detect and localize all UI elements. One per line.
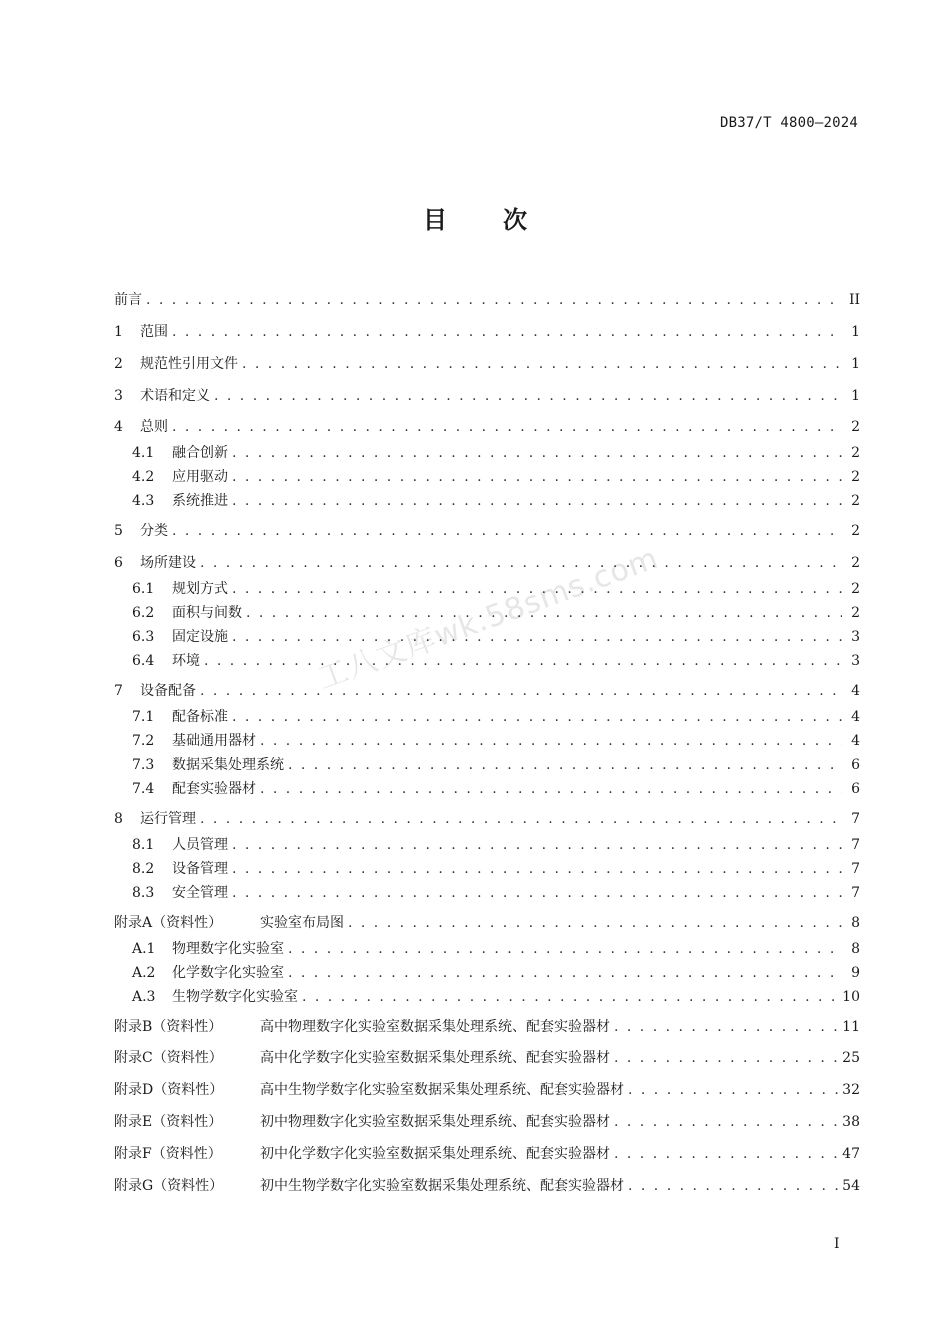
toc-leader-dots (232, 627, 842, 647)
toc-entry-label: 运行管理 (140, 811, 196, 827)
toc-leader-dots (232, 467, 842, 487)
toc-entry-number: 8.1 (132, 837, 155, 853)
toc-entry-label: 系统推进 (172, 493, 228, 509)
toc-entry[interactable] (132, 731, 860, 751)
toc-entry-page: 38 (842, 1114, 860, 1130)
toc-leader-dots (628, 1176, 838, 1196)
toc-leader-dots (232, 443, 842, 463)
toc-entry[interactable] (132, 963, 860, 983)
toc-entry-label: 术语和定义 (140, 388, 210, 404)
toc-entry-label: 人员管理 (172, 837, 228, 853)
toc-entry[interactable] (114, 386, 860, 406)
toc-leader-dots (172, 521, 842, 541)
toc-leader-dots (172, 322, 842, 342)
toc-entry[interactable] (114, 809, 860, 829)
toc-entry-number: 6.4 (132, 653, 155, 669)
toc-entry-label: 配备标准 (172, 709, 228, 725)
toc-entry[interactable] (132, 939, 860, 959)
toc-leader-dots (146, 290, 842, 310)
toc-entry[interactable] (114, 417, 860, 437)
toc-entry-number: A.2 (132, 965, 156, 981)
toc-entry-page: 2 (851, 493, 860, 509)
toc-entry-page: 7 (851, 837, 860, 853)
toc-leader-dots (288, 755, 842, 775)
toc-entry-label: 安全管理 (172, 885, 228, 901)
toc-leader-dots (232, 491, 842, 511)
toc-entry-label: 范围 (140, 324, 168, 340)
toc-leader-dots (288, 963, 842, 983)
toc-entry[interactable] (132, 883, 860, 903)
toc-entry-number: 7.1 (132, 709, 155, 725)
toc-leader-dots (628, 1080, 838, 1100)
toc-entry-number: 附录E（资料性） (114, 1114, 223, 1130)
toc-entry-label: 初中生物学数字化实验室数据采集处理系统、配套实验器材 (260, 1178, 624, 1194)
page-number: I (834, 1236, 840, 1252)
toc-entry[interactable] (132, 651, 860, 671)
toc-leader-dots (260, 779, 842, 799)
toc-leader-dots (232, 579, 842, 599)
toc-leader-dots (232, 707, 842, 727)
toc-entry-number: 6 (114, 555, 123, 571)
toc-entry[interactable] (132, 707, 860, 727)
toc-entry-page: 32 (842, 1082, 860, 1098)
toc-entry-number: 7.4 (132, 781, 155, 797)
toc-entry-page: 2 (851, 555, 860, 571)
toc-entry-number: 附录B（资料性） (114, 1019, 223, 1035)
toc-entry-number: 附录F（资料性） (114, 1146, 222, 1162)
toc-entry-label: 数据采集处理系统 (172, 757, 284, 773)
toc-entry-page: 2 (851, 523, 860, 539)
toc-entry-number: 6.3 (132, 629, 155, 645)
toc-entry[interactable] (132, 779, 860, 799)
toc-leader-dots (204, 651, 842, 671)
toc-entry-page: 54 (842, 1178, 860, 1194)
toc-entry-page: 8 (851, 915, 860, 931)
toc-entry-number: 3 (114, 388, 123, 404)
toc-entry[interactable] (132, 755, 860, 775)
toc-entry-number: A.1 (132, 941, 156, 957)
toc-entry-number: 4.3 (132, 493, 155, 509)
toc-entry-number: 附录A（资料性） (114, 915, 223, 931)
toc-entry[interactable] (114, 553, 860, 573)
toc-entry-label: 设备配备 (140, 683, 196, 699)
toc-entry-label: 高中物理数字化实验室数据采集处理系统、配套实验器材 (260, 1019, 610, 1035)
toc-leader-dots (200, 809, 842, 829)
toc-leader-dots (214, 386, 842, 406)
toc-entry-number: 6.1 (132, 581, 155, 597)
toc-leader-dots (200, 681, 842, 701)
toc-entry[interactable] (132, 627, 860, 647)
toc-leader-dots (246, 603, 842, 623)
toc-entry-number: 附录C（资料性） (114, 1050, 223, 1066)
toc-entry-page: 1 (851, 388, 860, 404)
toc-leader-dots (200, 553, 842, 573)
toc-entry-number: 7 (114, 683, 123, 699)
toc-entry-label: 初中物理数字化实验室数据采集处理系统、配套实验器材 (260, 1114, 610, 1130)
toc-entry-page: 2 (851, 605, 860, 621)
toc-entry-page: 2 (851, 469, 860, 485)
toc-entry-label: 应用驱动 (172, 469, 228, 485)
toc-entry[interactable] (114, 1144, 860, 1164)
toc-entry-label: 初中化学数字化实验室数据采集处理系统、配套实验器材 (260, 1146, 610, 1162)
toc-entry-label: 分类 (140, 523, 168, 539)
toc-entry[interactable] (114, 681, 860, 701)
toc-entry-label: 前言 (114, 292, 142, 308)
toc-entry[interactable] (114, 1017, 860, 1037)
toc-entry-number: 8.2 (132, 861, 155, 877)
toc-entry-page: 2 (851, 581, 860, 597)
toc-entry-label: 配套实验器材 (172, 781, 256, 797)
toc-entry-page: 7 (851, 861, 860, 877)
page-title (0, 200, 950, 235)
toc-entry-label: 规范性引用文件 (140, 356, 238, 372)
toc-entry-label: 场所建设 (140, 555, 196, 571)
toc-entry-number: 7.2 (132, 733, 155, 749)
toc-leader-dots (614, 1017, 838, 1037)
standard-code: DB37/T 4800—2024 (719, 115, 858, 131)
toc-entry-label: 高中化学数字化实验室数据采集处理系统、配套实验器材 (260, 1050, 610, 1066)
toc-entry-number: 4 (114, 419, 123, 435)
toc-entry[interactable] (114, 913, 860, 933)
toc-entry-page: 2 (851, 445, 860, 461)
toc-leader-dots (172, 417, 842, 437)
toc-leader-dots (242, 354, 842, 374)
toc-leader-dots (614, 1112, 838, 1132)
toc-entry-label: 环境 (172, 653, 200, 669)
toc-entry[interactable] (114, 521, 860, 541)
toc-entry-page: 7 (851, 885, 860, 901)
toc-entry-page: 9 (851, 965, 860, 981)
toc-entry[interactable] (132, 987, 860, 1007)
toc-entry[interactable] (132, 467, 860, 487)
toc-entry-number: 5 (114, 523, 123, 539)
toc-entry-number: 8.3 (132, 885, 155, 901)
toc-entry-page: 10 (842, 989, 860, 1005)
toc-entry-page: 4 (851, 709, 860, 725)
toc-entry[interactable] (114, 322, 860, 342)
toc-entry-number: A.3 (132, 989, 156, 1005)
toc-entry[interactable] (132, 443, 860, 463)
toc-entry[interactable] (114, 1112, 860, 1132)
watermark: 工八文库wk.58sms.com (313, 540, 664, 697)
toc-entry-label: 固定设施 (172, 629, 228, 645)
toc-entry[interactable] (114, 354, 860, 374)
toc-leader-dots (348, 913, 842, 933)
toc-leader-dots (232, 859, 842, 879)
toc-entry[interactable] (132, 859, 860, 879)
toc-entry-page: 4 (851, 733, 860, 749)
toc-leader-dots (288, 939, 842, 959)
toc-entry-page: 4 (851, 683, 860, 699)
toc-entry[interactable] (132, 835, 860, 855)
toc-entry-label: 设备管理 (172, 861, 228, 877)
toc-entry-label: 高中生物学数字化实验室数据采集处理系统、配套实验器材 (260, 1082, 624, 1098)
toc-entry-number: 8 (114, 811, 123, 827)
toc-entry-page: 47 (842, 1146, 860, 1162)
toc-entry-number: 1 (114, 324, 123, 340)
toc-entry-page: II (848, 292, 860, 308)
toc-entry-label: 总则 (140, 419, 168, 435)
toc-entry-page: 3 (851, 629, 860, 645)
toc-entry-page: 3 (851, 653, 860, 669)
toc-entry[interactable] (132, 491, 860, 511)
toc-entry-number: 6.2 (132, 605, 155, 621)
toc-leader-dots (232, 835, 842, 855)
toc-entry-number: 4.1 (132, 445, 155, 461)
toc-leader-dots (232, 883, 842, 903)
toc-entry-page: 8 (851, 941, 860, 957)
toc-entry-label: 融合创新 (172, 445, 228, 461)
toc-entry[interactable] (132, 579, 860, 599)
toc-entry[interactable] (132, 603, 860, 623)
toc-entry-label: 规划方式 (172, 581, 228, 597)
toc-entry[interactable] (114, 1048, 860, 1068)
toc-entry[interactable] (114, 1176, 860, 1196)
toc-entry-page: 1 (851, 324, 860, 340)
toc-leader-dots (302, 987, 838, 1007)
toc-entry-page: 25 (842, 1050, 860, 1066)
toc-entry-page: 1 (851, 356, 860, 372)
title-char-left: 目 (423, 206, 447, 234)
toc-entry[interactable] (114, 1080, 860, 1100)
toc-entry-label: 化学数字化实验室 (172, 965, 284, 981)
toc-entry-number: 7.3 (132, 757, 155, 773)
toc-entry-page: 6 (851, 757, 860, 773)
toc-entry-label: 物理数字化实验室 (172, 941, 284, 957)
toc-leader-dots (614, 1048, 838, 1068)
toc-entry-label: 实验室布局图 (260, 915, 344, 931)
toc-leader-dots (260, 731, 842, 751)
toc-entry-label: 生物学数字化实验室 (172, 989, 298, 1005)
toc-leader-dots (614, 1144, 838, 1164)
toc-entry-label: 面积与间数 (172, 605, 242, 621)
toc-entry-page: 11 (842, 1019, 860, 1035)
toc-entry-number: 2 (114, 356, 123, 372)
toc-entry-label: 基础通用器材 (172, 733, 256, 749)
toc-entry-page: 7 (851, 811, 860, 827)
toc-entry-page: 2 (851, 419, 860, 435)
toc-entry-number: 附录G（资料性） (114, 1178, 224, 1194)
title-char-right: 次 (503, 206, 527, 234)
toc-entry[interactable] (114, 290, 860, 310)
toc-entry-page: 6 (851, 781, 860, 797)
toc-entry-number: 附录D（资料性） (114, 1082, 224, 1098)
toc-entry-number: 4.2 (132, 469, 155, 485)
